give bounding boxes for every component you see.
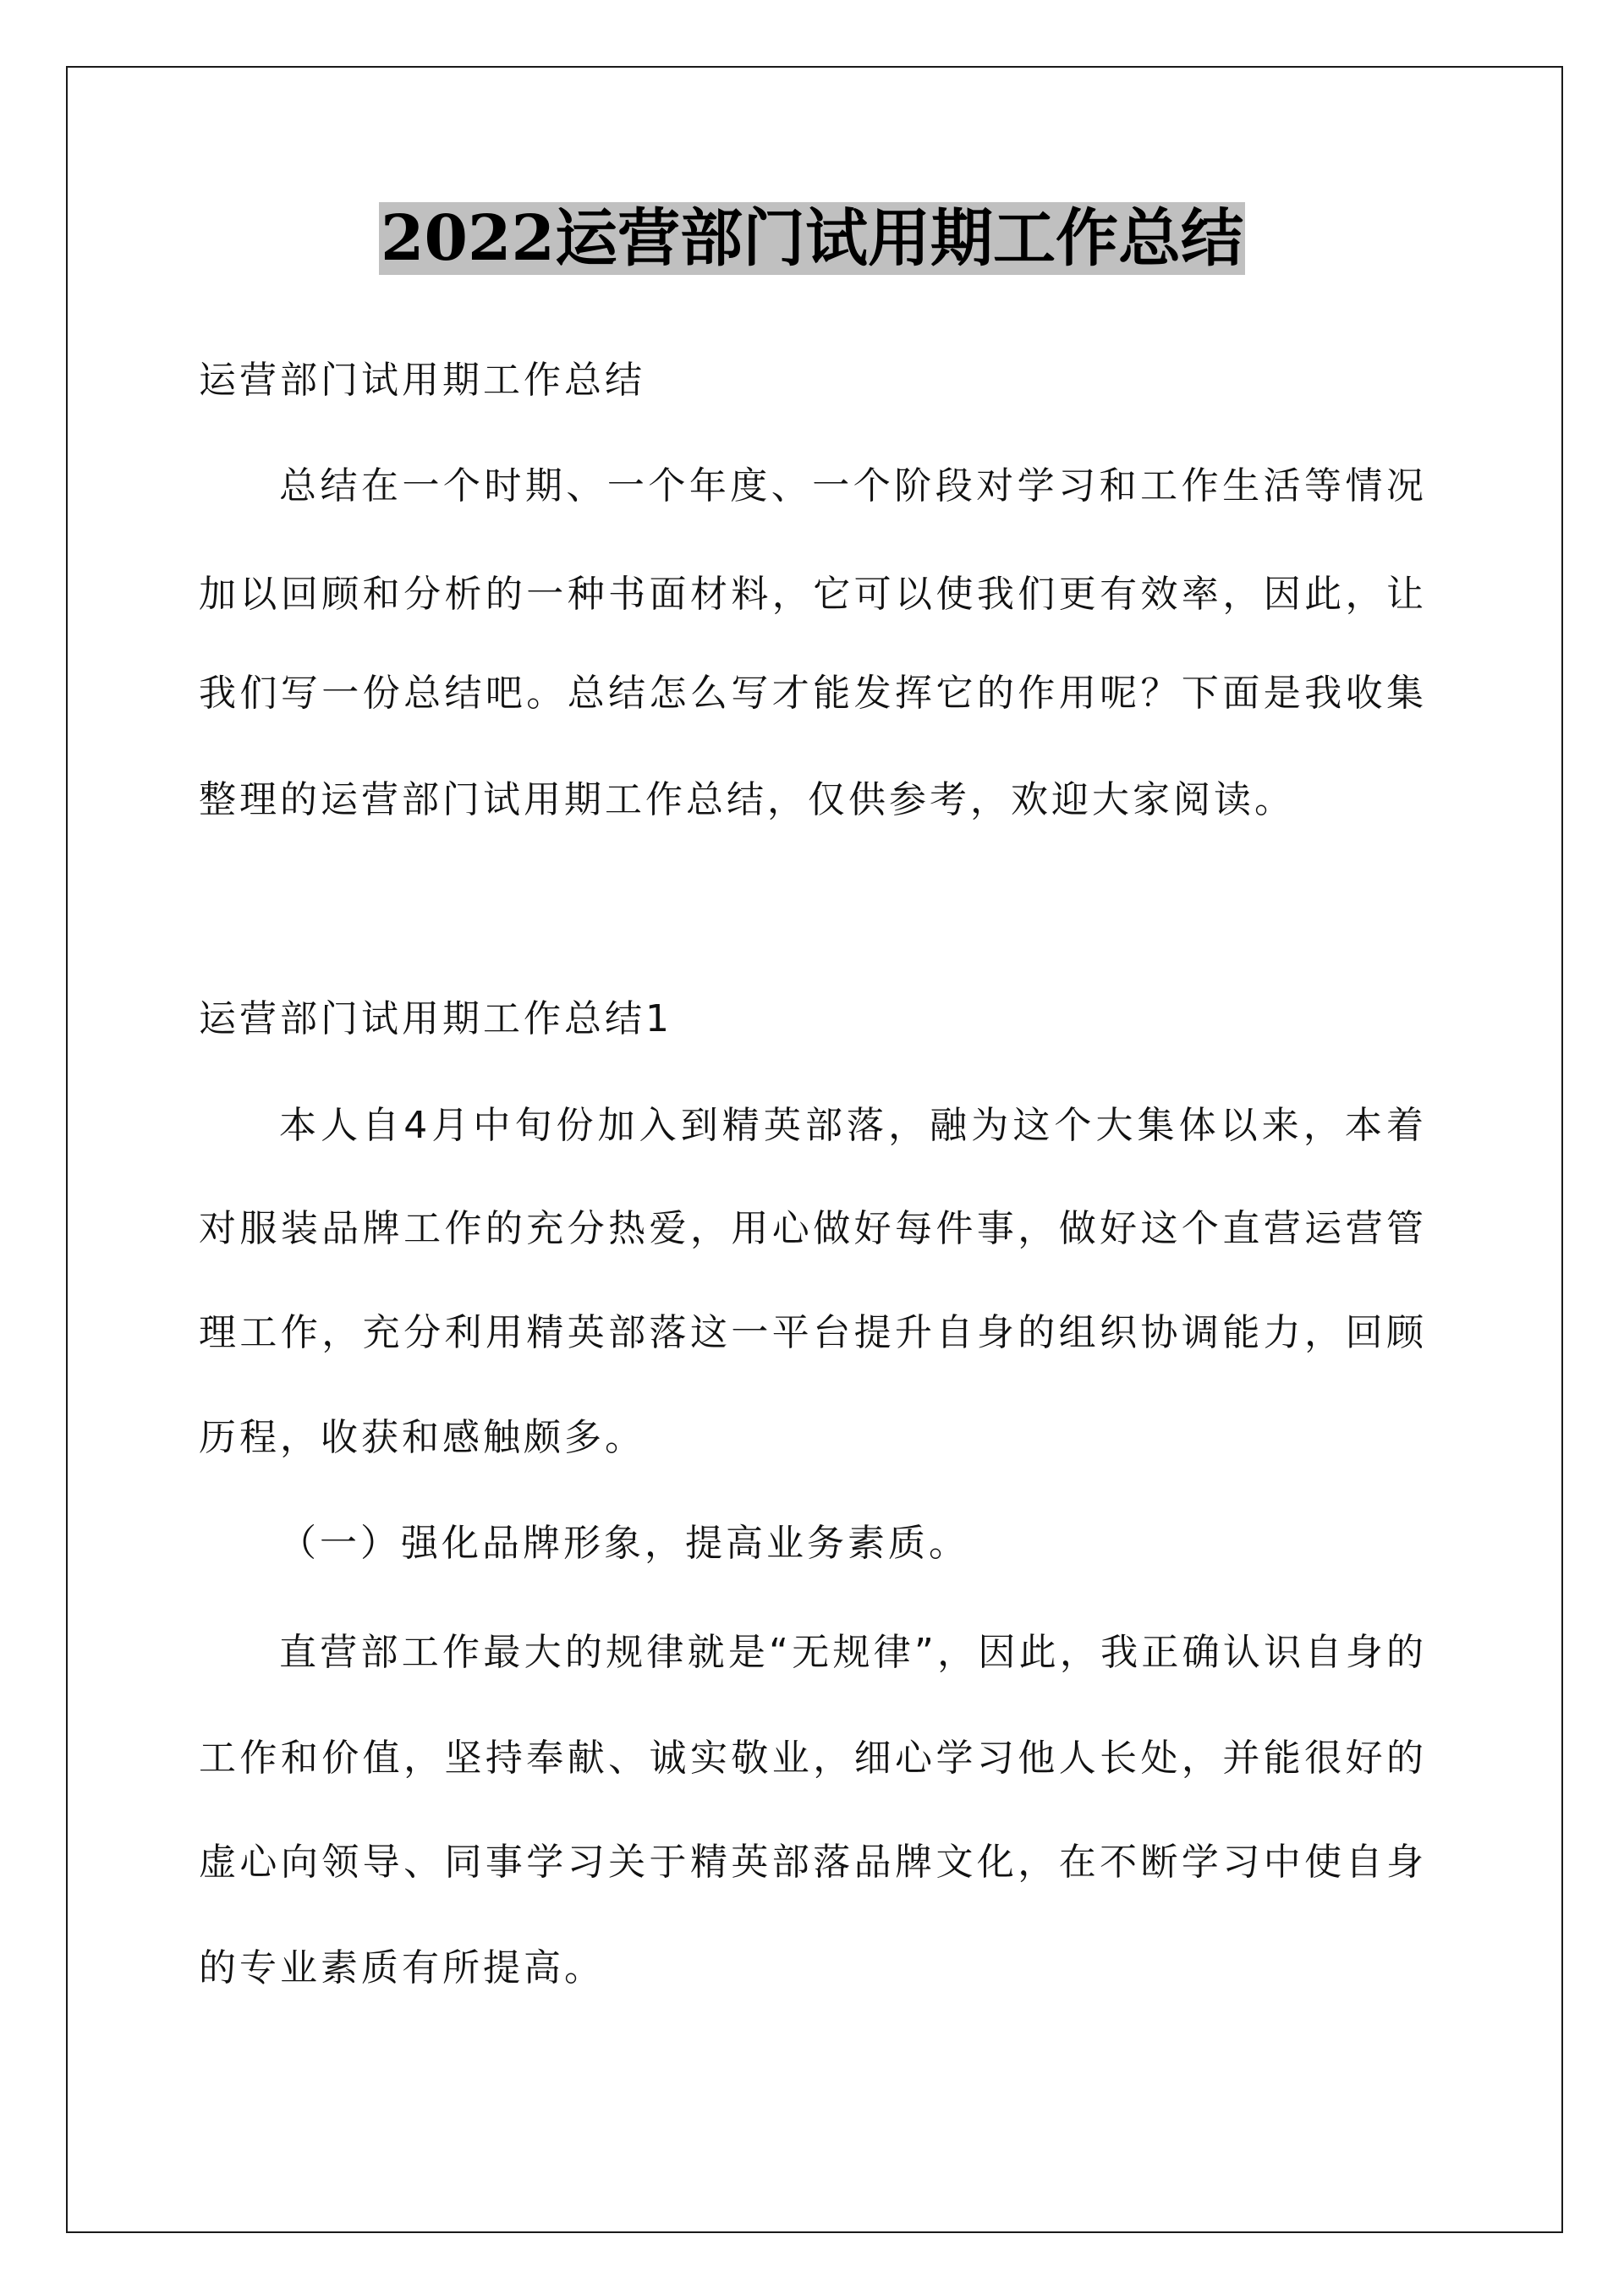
- para1-line-3: 理工作，充分利用精英部落这一平台提升自身的组织协调能力，回顾: [199, 1311, 1425, 1354]
- para1-line-2: 对服装品牌工作的充分热爱，用心做好每件事，做好这个直营运营管: [199, 1207, 1425, 1250]
- para1-line-1: 本人自4月中旬份加入到精英部落，融为这个大集体以来，本着: [279, 1104, 1425, 1147]
- intro-line-3: 我们写一份总结吧。总结怎么写才能发挥它的作用呢？下面是我收集: [199, 672, 1425, 715]
- section-heading: 运营部门试用期工作总结1: [199, 997, 672, 1040]
- document-title-text: 2022运营部门试用期工作总结: [381, 202, 1243, 275]
- para2-line-4: 的专业素质有所提高。: [199, 1946, 605, 1989]
- intro-line-1: 总结在一个时期、一个年度、一个阶段对学习和工作生活等情况: [279, 464, 1425, 508]
- subheading: （一）强化品牌形象，提高业务素质。: [279, 1522, 969, 1565]
- para2-line-1: 直营部工作最大的规律就是“无规律”，因此，我正确认识自身的: [279, 1631, 1425, 1674]
- para1-line-4: 历程，收获和感触颇多。: [199, 1416, 645, 1459]
- document-subtitle: 运营部门试用期工作总结: [199, 359, 645, 402]
- intro-line-2: 加以回顾和分析的一种书面材料，它可以使我们更有效率，因此，让: [199, 573, 1425, 616]
- para2-line-3: 虚心向领导、同事学习关于精英部落品牌文化，在不断学习中使自身: [199, 1841, 1425, 1884]
- para2-line-2: 工作和价值，坚持奉献、诚实敬业，细心学习他人长处，并能很好的: [199, 1737, 1425, 1780]
- document-title: [199, 196, 1425, 281]
- intro-line-4: 整理的运营部门试用期工作总结，仅供参考，欢迎大家阅读。: [199, 778, 1295, 821]
